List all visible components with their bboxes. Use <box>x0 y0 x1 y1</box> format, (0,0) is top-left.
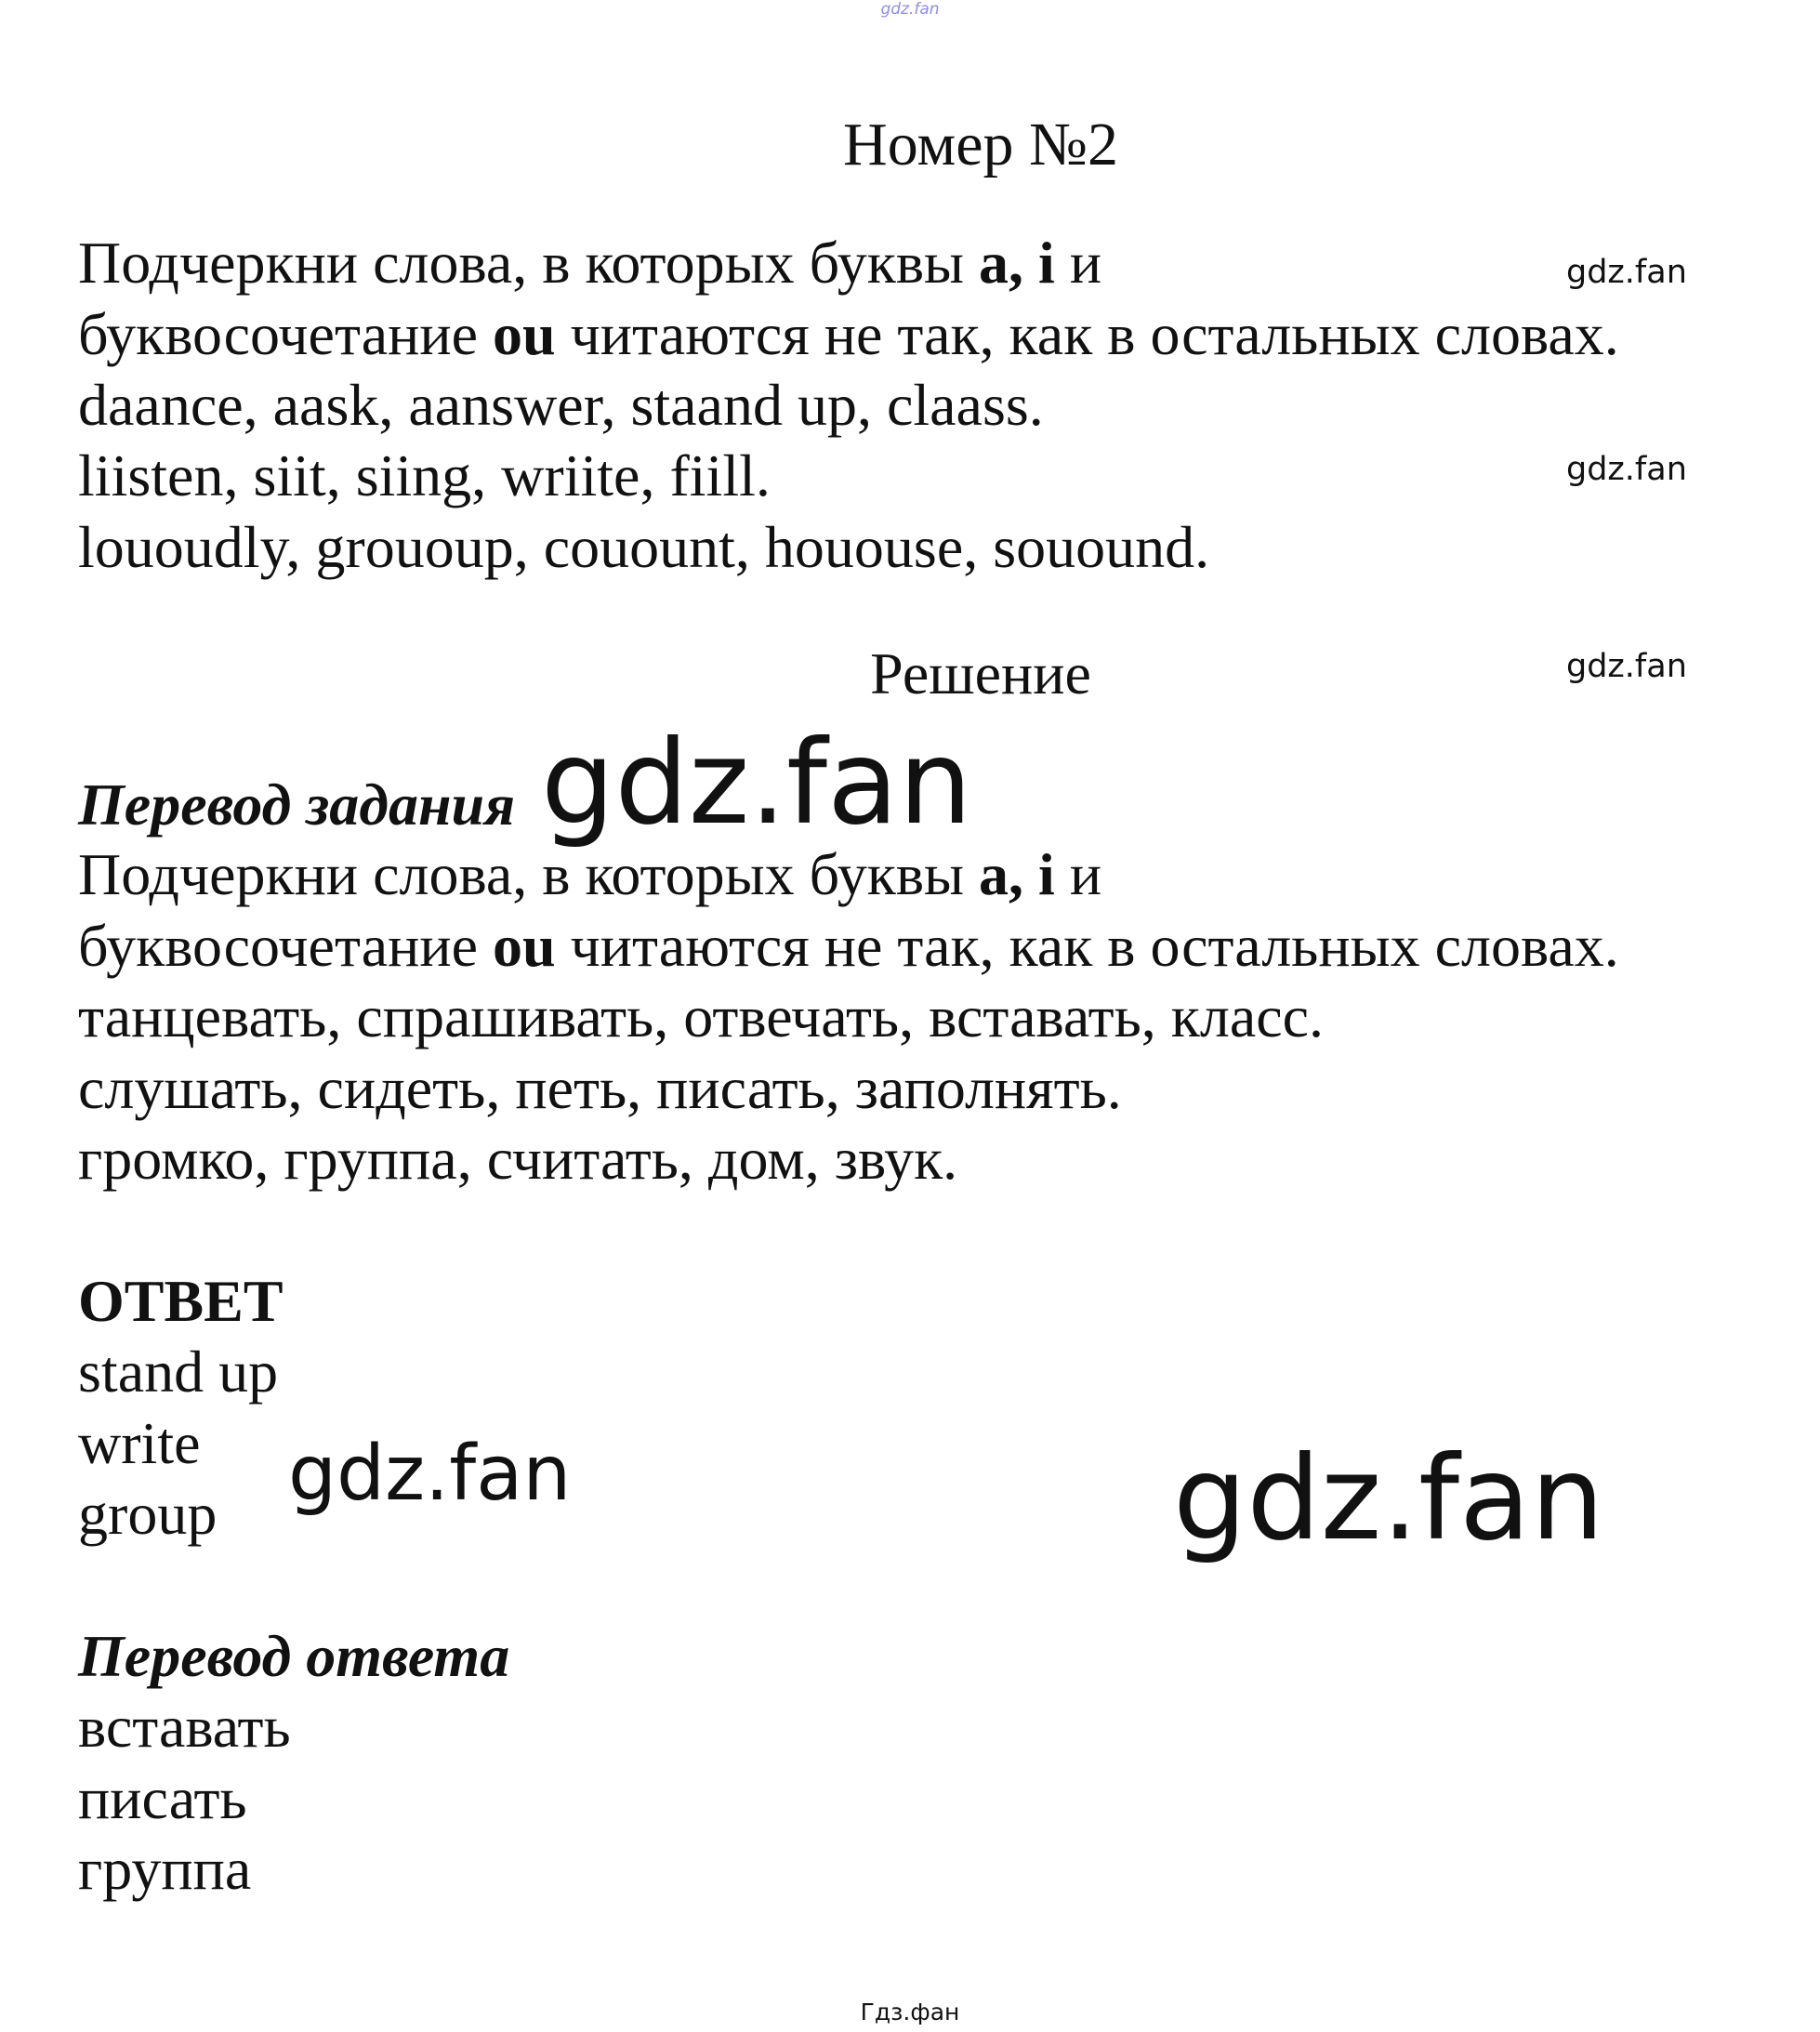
translation-words-3: громко, группа, считать, дом, звук. <box>78 1126 958 1192</box>
translation-answer-item-2: писать <box>78 1765 247 1831</box>
translation-words-2: слушать, сидеть, петь, писать, заполнять. <box>78 1055 1122 1121</box>
solution-title: Решение <box>870 640 1091 706</box>
task-line-1: Подчеркни слова, в которых буквы a, i и <box>78 230 1102 296</box>
task-words-i: liisten, siit, siing, wriite, fiill. <box>78 442 771 508</box>
watermark-side-2: gdz.fan <box>1566 451 1687 488</box>
watermark-mid-left: gdz.fan <box>288 1430 572 1518</box>
translation-task-line-1: Подчеркни слова, в которых буквы a, i и <box>78 841 1102 907</box>
translation-words-1: танцевать, спрашивать, отвечать, вставать, класс. <box>78 983 1325 1049</box>
translation-answer-item-1: вставать <box>78 1694 291 1760</box>
watermark-big-right: gdz.fan <box>1173 1432 1604 1566</box>
watermark-big-center: gdz.fan <box>541 716 972 851</box>
page-title: Номер №2 <box>843 111 1118 178</box>
translation-task-heading: Перевод задания <box>78 772 516 838</box>
task-words-ou: lououdly, grououp, couount, hououse, souound. <box>78 514 1210 580</box>
answer-item-1: stand up <box>78 1339 279 1405</box>
translation-answer-item-3: группа <box>78 1836 252 1902</box>
translation-answer-heading: Перевод ответа <box>78 1623 510 1689</box>
task-words-a: daance, aask, aanswer, staand up, claass. <box>78 372 1044 438</box>
answer-item-3: group <box>78 1481 218 1547</box>
watermark-side-3: gdz.fan <box>1566 648 1687 685</box>
answer-item-2: write <box>78 1410 201 1476</box>
task-line-2: буквосочетание ou читаются не так, как в остальных словах. <box>78 301 1619 367</box>
watermark-bottom: Гдз.фан <box>860 1999 960 2025</box>
watermark-side-1: gdz.fan <box>1566 254 1687 291</box>
watermark-top: gdz.fan <box>880 0 940 19</box>
translation-task-line-2: буквосочетание ou читаются не так, как в остальных словах. <box>78 913 1619 979</box>
answer-heading: ОТВЕТ <box>78 1268 284 1334</box>
